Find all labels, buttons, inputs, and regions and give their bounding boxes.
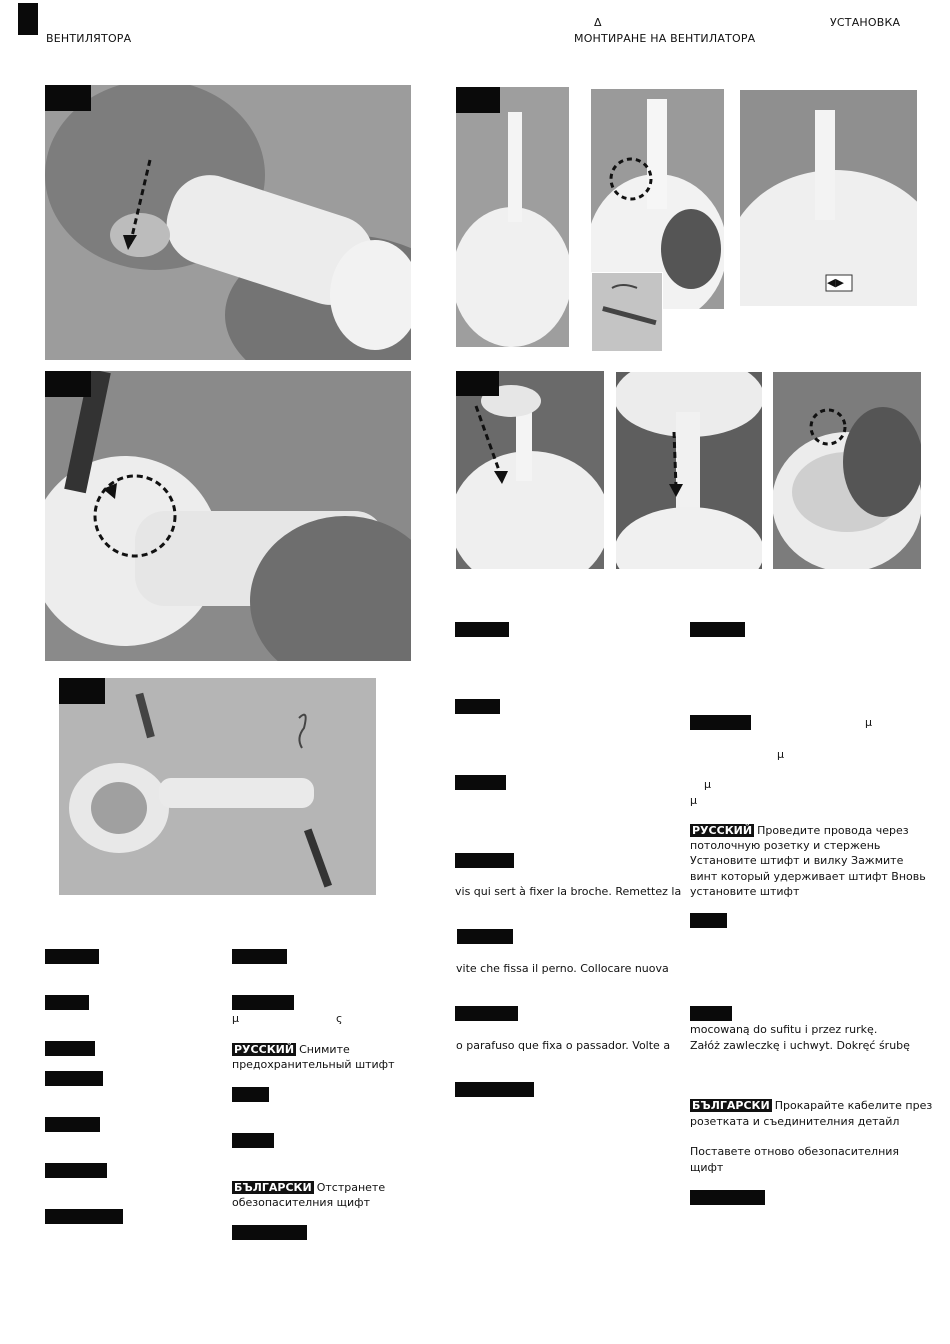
- photo-step-5a-canopy-lower: [456, 371, 604, 569]
- photo-2-drawing: [45, 371, 411, 661]
- label-bar: [45, 1041, 95, 1056]
- photo-step-4b-inset-pins: [591, 272, 663, 352]
- label-bar: [455, 1082, 534, 1097]
- photo-5b-drawing: [616, 372, 762, 569]
- photo-1-drawing: [45, 85, 411, 360]
- bulgarian-remove-pin-line-2: обезопасителния щифт: [232, 1196, 370, 1209]
- label-bar: [45, 1117, 100, 1132]
- photo-step-5c-canopy-hand: [773, 372, 921, 569]
- label-bar: [45, 1209, 123, 1224]
- mu-symbol: μ: [232, 1012, 239, 1025]
- label-bar: [232, 949, 287, 964]
- mu-symbol: μ: [704, 778, 711, 791]
- header-center-title: МОНТИРАНЕ НА ВЕНТИЛАТОРА: [574, 32, 756, 45]
- photo-5a-drawing: [456, 371, 604, 569]
- photo-step-2-screw-tighten: [45, 371, 411, 661]
- label-bar: [232, 1087, 269, 1102]
- portuguese-text-line: o parafuso que fixa o passador. Volte a: [456, 1039, 671, 1052]
- russian-text: Проведите провода через: [757, 824, 909, 837]
- label-bar: [690, 1006, 732, 1021]
- page-marker: [18, 3, 38, 35]
- label-bar: [690, 622, 745, 637]
- label-bar: [232, 995, 294, 1010]
- photo-step-1-pin-insertion: [45, 85, 411, 360]
- header-right-title: УСТАНОВКА: [830, 16, 901, 29]
- italian-text-line: vite che fissa il perno. Collocare nuova: [456, 962, 669, 975]
- mu-symbol: μ: [690, 794, 697, 807]
- polish-instructions-line: mocowaną do sufitu i przez rurkę.: [690, 1023, 878, 1036]
- label-bar: [45, 1163, 107, 1178]
- bulgarian-instructions-line: щифт: [690, 1161, 724, 1174]
- photo-step-3-parts: [59, 678, 376, 895]
- russian-instructions-line: винт который удерживает штифт Вновь: [690, 870, 926, 883]
- label-bar: [455, 622, 509, 637]
- inset-pins-drawing: [592, 273, 662, 351]
- russian-instructions-line-1: [690, 823, 909, 838]
- label-bar: [455, 699, 500, 714]
- mu-symbol: μ: [865, 716, 872, 729]
- bulgarian-text: Отстранете: [316, 1181, 386, 1194]
- bulgarian-instructions-line: Поставете отново обезопасителния: [690, 1145, 900, 1158]
- photo-step-4a-rod-on-motor: [456, 87, 569, 347]
- russian-instructions-line: установите штифт: [690, 885, 800, 898]
- label-bar: [457, 929, 513, 944]
- russian-instructions-line: Установите штифт и вилку Зажмите: [690, 854, 904, 867]
- photo-4c-drawing: [740, 90, 917, 306]
- label-bar: [45, 949, 99, 964]
- label-bar: [455, 853, 514, 868]
- photo-3-drawing: [59, 678, 376, 895]
- label-bar: [455, 775, 506, 790]
- label-bar: [232, 1133, 274, 1148]
- label-bar: [690, 715, 751, 730]
- russian-instructions-line: потолочную розетку и стержень: [690, 839, 881, 852]
- bulgarian-instructions-line: розетката и съединителния детайл: [690, 1115, 900, 1128]
- label-bar: [690, 913, 727, 928]
- polish-instructions-line: Załóż zawleczkę i uchwyt. Dokręć śrubę: [690, 1039, 910, 1052]
- label-bar: [45, 995, 89, 1010]
- header-left-title: ВЕНТИЛЯТОРА: [46, 32, 132, 45]
- bulgarian-remove-pin-line-1: [232, 1180, 385, 1195]
- bulgarian-text: Прокарайте кабелите през: [774, 1099, 933, 1112]
- photo-step-4c-screws: [740, 90, 917, 306]
- bulgarian-label: БЪЛГАРСКИ: [692, 1099, 770, 1112]
- bulgarian-instructions-line-1: [690, 1098, 932, 1113]
- label-bar: [45, 1071, 103, 1086]
- russian-text: Снимите: [299, 1043, 350, 1056]
- label-bar: [455, 1006, 518, 1021]
- label-bar: [690, 1190, 765, 1205]
- label-bar: [232, 1225, 307, 1240]
- final-sigma-symbol: ς: [336, 1012, 343, 1025]
- russian-label: РУССКИЙ: [692, 824, 753, 837]
- russian-remove-pin-line-2: предохранительный штифт: [232, 1058, 395, 1071]
- photo-5c-drawing: [773, 372, 921, 569]
- photo-step-5b-rod-down: [616, 372, 762, 569]
- header-delta: Δ: [594, 16, 602, 29]
- mu-symbol: μ: [777, 748, 784, 761]
- photo-4a-drawing: [456, 87, 569, 347]
- russian-label: РУССКИЙ: [234, 1043, 295, 1056]
- russian-remove-pin-line-1: [232, 1042, 350, 1057]
- direction-arrows-icon: ◀▶: [827, 276, 844, 289]
- bulgarian-label: БЪЛГАРСКИ: [234, 1181, 312, 1194]
- french-text-line: vis qui sert à fixer la broche. Remettez la: [455, 885, 682, 898]
